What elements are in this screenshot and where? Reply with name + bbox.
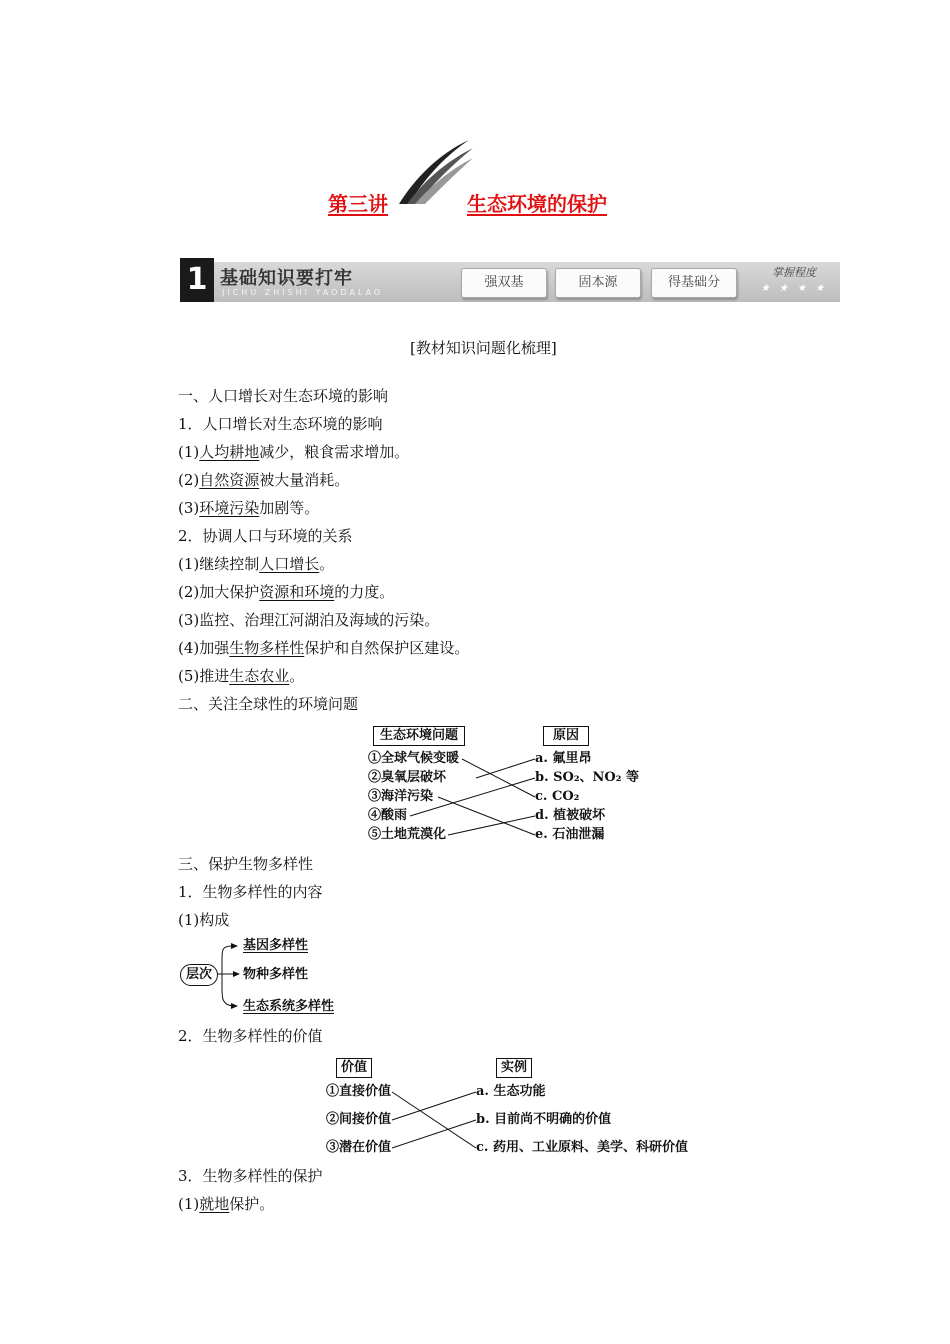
item-suffix: 的力度。 [334,583,395,601]
value-item: ①直接价值 [326,1084,392,1099]
cause-item: b. SO₂、NO₂ 等 [535,770,639,785]
banner-number: 1 [180,258,214,302]
problem-item: ①全球气候变暖 [368,751,460,766]
item-suffix: 。 [289,667,305,685]
item-prefix: (2)加大保护 [178,583,260,601]
item-suffix: 。 [319,555,335,573]
branch-genetic-diversity: 基因多样性 [243,938,309,953]
item-suffix: 加剧等。 [259,499,320,517]
part3-sub3: 3．生物多样性的保护 [178,1167,323,1185]
section-caption: [教材知识问题化梳理] [410,339,557,357]
item-key-term: 生物多样性 [229,639,305,657]
list-item [178,1194,274,1214]
item-prefix: (4)加强 [178,639,230,657]
problem-item: ⑤土地荒漠化 [368,827,447,842]
item-key-term: 人口增长 [259,555,320,573]
part2-heading: 二、关注全球性的环境问题 [178,695,359,713]
item-key-term: 自然资源 [199,471,260,489]
cause-item: a. 氟里昂 [535,751,592,766]
part1-sub2: 2．协调人口与环境的关系 [178,527,353,545]
item-key-term: 就地 [199,1195,230,1213]
problem-item: ②臭氧层破坏 [368,770,447,785]
item-prefix: (1)继续控制 [178,555,260,573]
part3-heading: 三、保护生物多样性 [178,855,314,873]
part3-sub1-item: (1)构成 [178,911,230,929]
mastery-label: 掌握程度 [772,266,816,279]
lecture-number: 第三讲 [328,192,388,216]
item-suffix: 保护。 [229,1195,275,1213]
item-prefix: (3) [178,499,200,517]
item-prefix: (1) [178,1195,200,1213]
item-suffix: 被大量消耗。 [259,471,350,489]
tab-strengthen-basics: 强双基 [461,268,547,298]
problem-item: ④酸雨 [368,808,408,823]
mastery-stars-icon: ★ ★ ★ ★ [760,283,828,294]
item-key-term: 人均耕地 [199,443,260,461]
problem-header: 生态环境问题 [373,726,465,746]
item-prefix: (2) [178,471,200,489]
item-key-term: 资源和环境 [259,583,335,601]
item-suffix: 减少，粮食需求增加。 [259,443,410,461]
item-prefix: (3)监控、治理江河湖泊及海域的污染。 [178,611,440,629]
banner-title: 基础知识要打牢 [220,268,353,289]
part1-sub1: 1．人口增长对生态环境的影响 [178,415,383,433]
example-item: b. 目前尚不明确的价值 [476,1112,612,1127]
value-item: ②间接价值 [326,1112,392,1127]
item-key-term: 环境污染 [199,499,260,517]
cause-item: c. CO₂ [535,789,580,804]
banner-subtitle: JICHU ZHISHI YAODALAO [222,288,384,297]
item-prefix: (1) [178,443,200,461]
value-item: ③潜在价值 [326,1140,392,1155]
tab-consolidate-roots: 固本源 [555,268,641,298]
tab-earn-basic-points: 得基础分 [651,268,737,298]
example-item: c. 药用、工业原料、美学、科研价值 [476,1140,688,1155]
lecture-title: 生态环境的保护 [467,192,607,216]
example-item: a. 生态功能 [476,1084,546,1099]
item-key-term: 生态农业 [229,667,290,685]
item-prefix: (5)推进 [178,667,230,685]
cause-item: d. 植被破坏 [535,808,606,823]
cause-header: 原因 [543,726,589,746]
example-header: 实例 [496,1058,532,1078]
item-suffix: 保护和自然保护区建设。 [304,639,470,657]
part1-heading: 一、人口增长对生态环境的影响 [178,387,389,405]
branch-species-diversity: 物种多样性 [243,967,309,982]
part3-sub1: 1．生物多样性的内容 [178,883,323,901]
value-header: 价值 [336,1058,372,1078]
part3-sub2: 2．生物多样性的价值 [178,1027,323,1045]
problem-item: ③海洋污染 [368,789,434,804]
cause-item: e. 石油泄漏 [535,827,605,842]
branch-ecosystem-diversity: 生态系统多样性 [243,999,335,1014]
level-root: 层次 [180,964,218,986]
